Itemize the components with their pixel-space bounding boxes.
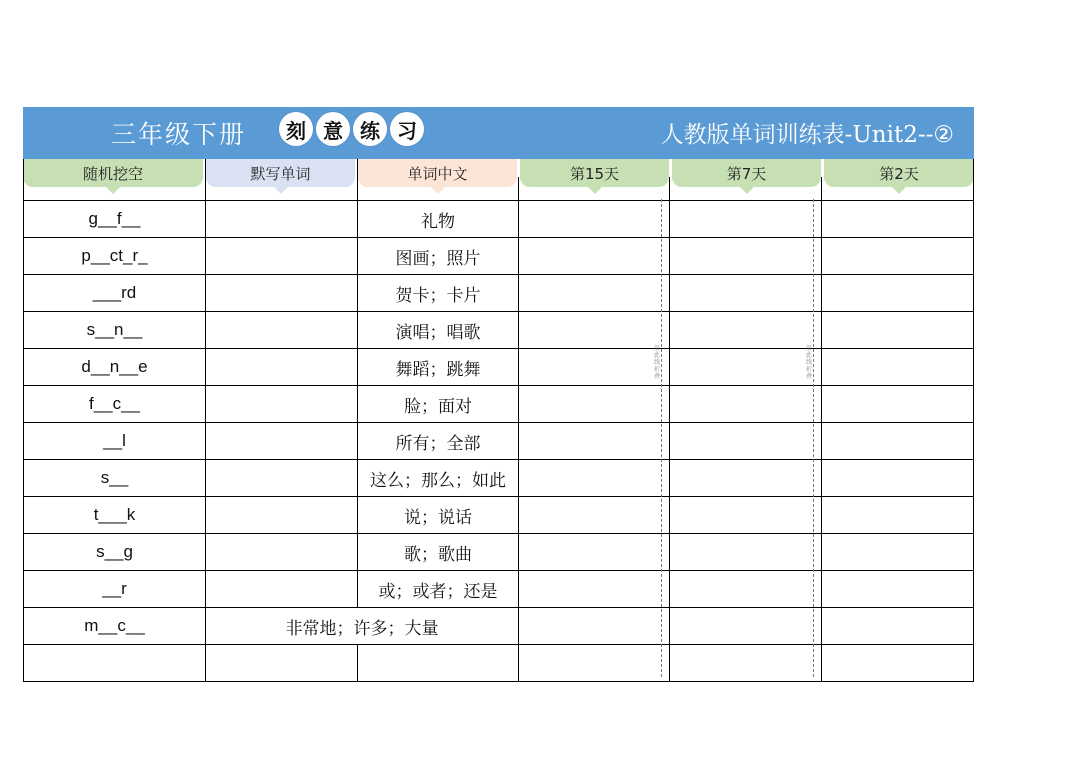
pill-1: 刻 — [279, 112, 313, 146]
dictation-cell[interactable] — [206, 275, 358, 312]
header-day15 — [520, 159, 669, 187]
day2-cell[interactable] — [822, 349, 974, 386]
chinese-meaning-cell: 舞蹈；跳舞 — [358, 349, 519, 386]
blank-word-cell: f__c__ — [24, 386, 206, 423]
day15-cell[interactable] — [519, 645, 670, 682]
day2-cell[interactable] — [822, 423, 974, 460]
day7-cell[interactable] — [670, 423, 822, 460]
day2-cell[interactable] — [822, 645, 974, 682]
dictation-cell[interactable] — [206, 238, 358, 275]
header-day7 — [672, 159, 821, 187]
blank-word-cell: __l — [24, 423, 206, 460]
fold-line-day7 — [813, 199, 814, 677]
day2-cell[interactable] — [822, 312, 974, 349]
blank-word-cell: d__n__e — [24, 349, 206, 386]
pill-4: 习 — [390, 112, 424, 146]
header-dictation — [206, 159, 355, 187]
chinese-meaning-cell: 或；或者；还是 — [358, 571, 519, 608]
dictation-cell[interactable] — [206, 645, 358, 682]
sheet-title: 人教版单词训练表-Unit2--② — [660, 122, 954, 148]
table-row — [24, 201, 974, 238]
day7-cell[interactable] — [670, 571, 822, 608]
pill-2: 意 — [316, 112, 350, 146]
chinese-meaning-cell: 演唱；唱歌 — [358, 312, 519, 349]
table-row — [24, 608, 974, 645]
fold-line-day15 — [661, 199, 662, 677]
day7-cell[interactable] — [670, 349, 822, 386]
grid-line — [23, 159, 24, 201]
day7-cell[interactable] — [670, 645, 822, 682]
chinese-meaning-cell: 贺卡；卡片 — [358, 275, 519, 312]
day7-cell[interactable] — [670, 238, 822, 275]
chinese-meaning-cell: 所有；全部 — [358, 423, 519, 460]
day15-cell[interactable] — [519, 534, 670, 571]
grid-line — [669, 177, 670, 201]
day2-cell[interactable] — [822, 460, 974, 497]
day15-cell[interactable] — [519, 497, 670, 534]
day15-cell[interactable] — [519, 201, 670, 238]
grid-line — [518, 177, 519, 201]
dictation-cell[interactable] — [206, 201, 358, 238]
fold-note-1: 沿此线折叠 — [653, 345, 660, 380]
dictation-cell[interactable] — [206, 571, 358, 608]
word-table — [23, 200, 974, 682]
header-label: 第7天 — [726, 164, 767, 183]
dictation-cell[interactable] — [206, 423, 358, 460]
blank-word-cell: s__ — [24, 460, 206, 497]
table-row — [24, 571, 974, 608]
table-row — [24, 275, 974, 312]
day15-cell[interactable] — [519, 608, 670, 645]
header-label: 第15天 — [569, 164, 620, 183]
day7-cell[interactable] — [670, 460, 822, 497]
chinese-meaning-cell: 非常地；许多；大量 — [206, 608, 519, 645]
day15-cell[interactable] — [519, 312, 670, 349]
blank-word-cell: __r — [24, 571, 206, 608]
day7-cell[interactable] — [670, 201, 822, 238]
grade-title: 三年级下册 — [111, 120, 247, 149]
day2-cell[interactable] — [822, 608, 974, 645]
blank-word-cell: ___rd — [24, 275, 206, 312]
day7-cell[interactable] — [670, 275, 822, 312]
chinese-meaning-cell: 礼物 — [358, 201, 519, 238]
worksheet — [23, 107, 974, 687]
grid-line — [357, 159, 358, 201]
day15-cell[interactable] — [519, 460, 670, 497]
blank-word-cell: g__f__ — [24, 201, 206, 238]
table-row — [24, 460, 974, 497]
chinese-meaning-cell: 说；说话 — [358, 497, 519, 534]
day2-cell[interactable] — [822, 275, 974, 312]
chinese-meaning-cell: 脸；面对 — [358, 386, 519, 423]
day7-cell[interactable] — [670, 534, 822, 571]
blank-word-cell: s__n__ — [24, 312, 206, 349]
chinese-meaning-cell: 这么；那么；如此 — [358, 460, 519, 497]
table-row — [24, 312, 974, 349]
dictation-cell[interactable] — [206, 497, 358, 534]
practice-pills — [279, 112, 427, 146]
day7-cell[interactable] — [670, 386, 822, 423]
blank-word-cell — [24, 645, 206, 682]
header-blank-fill — [23, 159, 203, 187]
table-row — [24, 238, 974, 275]
day15-cell[interactable] — [519, 349, 670, 386]
table-row — [24, 349, 974, 386]
day7-cell[interactable] — [670, 497, 822, 534]
grid-line — [973, 159, 974, 201]
day15-cell[interactable] — [519, 423, 670, 460]
fold-note-2: 沿此线折叠 — [805, 345, 812, 380]
blank-word-cell: p__ct_r_ — [24, 238, 206, 275]
table-row — [24, 423, 974, 460]
dictation-cell[interactable] — [206, 312, 358, 349]
dictation-cell[interactable] — [206, 386, 358, 423]
day7-cell[interactable] — [670, 312, 822, 349]
header-label: 单词中文 — [407, 164, 468, 183]
day15-cell[interactable] — [519, 275, 670, 312]
grid-line — [821, 177, 822, 201]
day15-cell[interactable] — [519, 238, 670, 275]
day7-cell[interactable] — [670, 608, 822, 645]
blank-word-cell: s__g — [24, 534, 206, 571]
header-label: 第2天 — [879, 164, 919, 183]
dictation-cell[interactable] — [206, 349, 358, 386]
blank-word-cell: t___k — [24, 497, 206, 534]
day15-cell[interactable] — [519, 571, 670, 608]
header-label: 随机挖空 — [82, 164, 143, 183]
chinese-meaning-cell: 图画；照片 — [358, 238, 519, 275]
day2-cell[interactable] — [822, 497, 974, 534]
table-row — [24, 534, 974, 571]
day2-cell[interactable] — [822, 238, 974, 275]
pill-3: 练 — [353, 112, 387, 146]
chinese-meaning-cell: 歌；歌曲 — [358, 534, 519, 571]
dictation-cell[interactable] — [206, 534, 358, 571]
day2-cell[interactable] — [822, 386, 974, 423]
dictation-cell[interactable] — [206, 460, 358, 497]
table-row — [24, 386, 974, 423]
grid-line — [205, 159, 206, 201]
title-banner — [23, 107, 974, 159]
day2-cell[interactable] — [822, 534, 974, 571]
blank-word-cell: m__c__ — [24, 608, 206, 645]
day2-cell[interactable] — [822, 201, 974, 238]
header-day2 — [824, 159, 974, 187]
chinese-meaning-cell — [358, 645, 519, 682]
day15-cell[interactable] — [519, 386, 670, 423]
header-label: 默写单词 — [250, 164, 311, 183]
day2-cell[interactable] — [822, 571, 974, 608]
header-chinese — [358, 159, 517, 187]
table-row — [24, 497, 974, 534]
table-row — [24, 645, 974, 682]
